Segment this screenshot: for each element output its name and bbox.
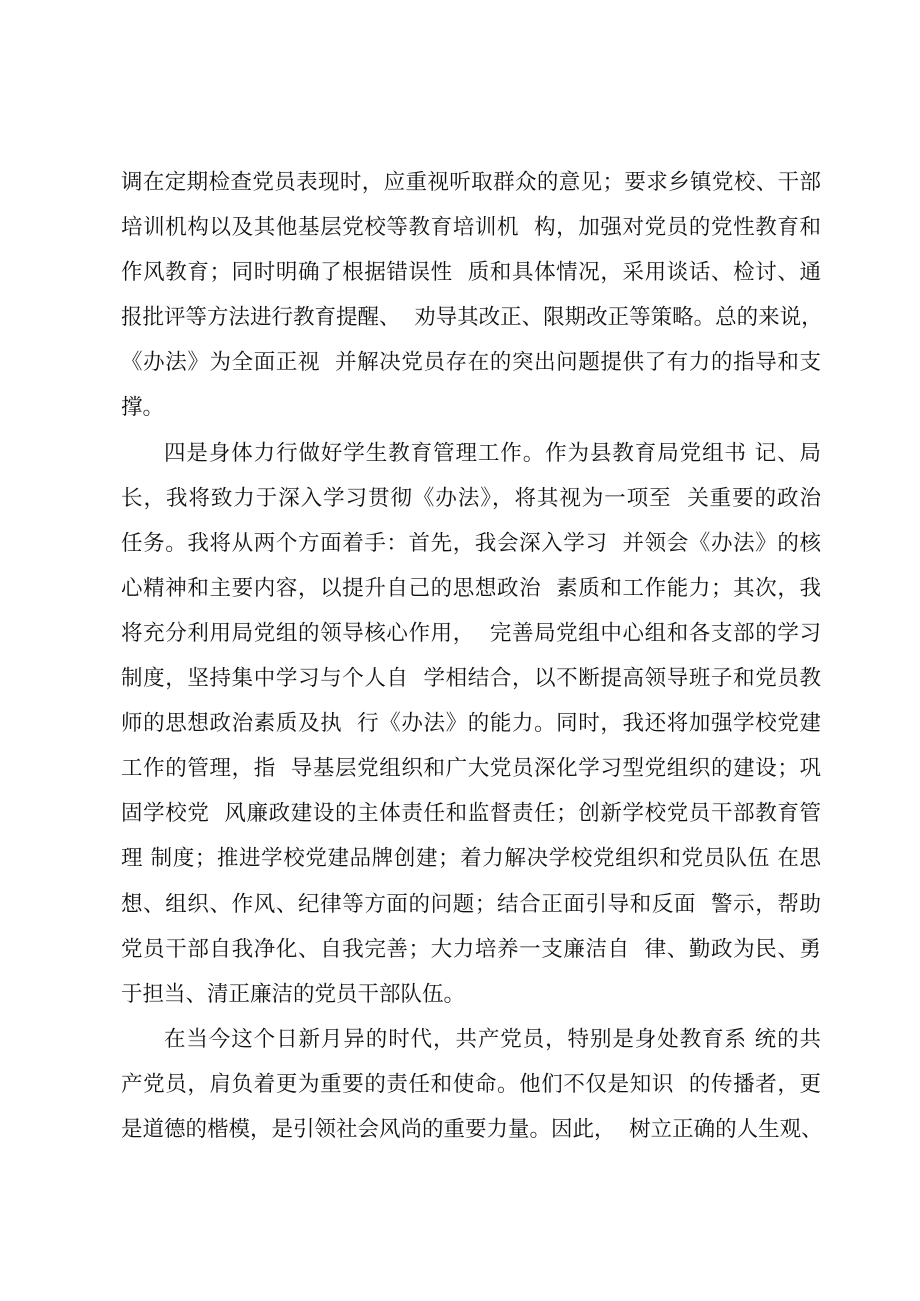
text-line: 于担当、清正廉洁的党员干部队伍。 xyxy=(121,981,466,1007)
text-line: 理 制度；推进学校党建品牌创建；着力解决学校党组织和党员队伍 在思 xyxy=(121,846,821,872)
text-line: 想、组织、作风、纪律等方面的问题；结合正面引导和反面 警示，帮助 xyxy=(121,891,821,917)
text-line: 撑。 xyxy=(121,395,165,421)
text-line: 任务。我将从两个方面着手：首先，我会深入学习 并领会《办法》的核 xyxy=(121,530,821,556)
paragraph-first-line: 在当今这个日新月异的时代，共产党员，特别是身处教育系 统的共 xyxy=(164,1026,821,1052)
text-line: 调在定期检查党员表现时，应重视听取群众的意见；要求乡镇党校、干部 xyxy=(121,170,821,195)
text-line: 党员干部自我净化、自我完善；大力培养一支廉洁自 律、勤政为民、勇 xyxy=(121,936,821,962)
text-line: 心精神和主要内容，以提升自己的思想政治 素质和工作能力；其次，我 xyxy=(121,575,821,601)
text-line: 制度，坚持集中学习与个人自 学相结合，以不断提高领导班子和党员教 xyxy=(121,666,821,692)
text-line: 产党员，肩负着更为重要的责任和使命。他们不仅是知识 的传播者，更 xyxy=(121,1071,821,1097)
text-line: 师的思想政治素质及执 行《办法》的能力。同时，我还将加强学校党建 xyxy=(121,711,821,737)
text-line: 工作的管理，指 导基层党组织和广大党员深化学习型党组织的建设；巩 xyxy=(121,756,821,782)
text-line: 作风教育；同时明确了根据错误性 质和具体情况，采用谈话、检讨、通 xyxy=(121,260,821,286)
text-line: 报批评等方法进行教育提醒、 劝导其改正、限期改正等策略。总的来说， xyxy=(121,305,823,331)
text-line: 培训机构以及其他基层党校等教育培训机 构，加强对党员的党性教育和 xyxy=(121,215,821,241)
document-body xyxy=(121,160,821,1152)
text-line: 固学校党 风廉政建设的主体责任和监督责任；创新学校党员干部教育管 xyxy=(121,801,821,827)
text-line: 长，我将致力于深入学习贯彻《办法》，将其视为一项至 关重要的政治 xyxy=(121,485,821,511)
text-line: 《办法》为全面正视 并解决党员存在的突出问题提供了有力的指导和支 xyxy=(121,350,821,376)
text-line: 是道德的楷模，是引领社会风尚的重要力量。因此， 树立正确的人生观、 xyxy=(121,1116,823,1142)
paragraph-first-line: 四是身体力行做好学生教育管理工作。作为县教育局党组书 记、局 xyxy=(164,440,821,466)
text-line: 将充分利用局党组的领导核心作用， 完善局党组中心组和各支部的学习 xyxy=(121,620,821,646)
